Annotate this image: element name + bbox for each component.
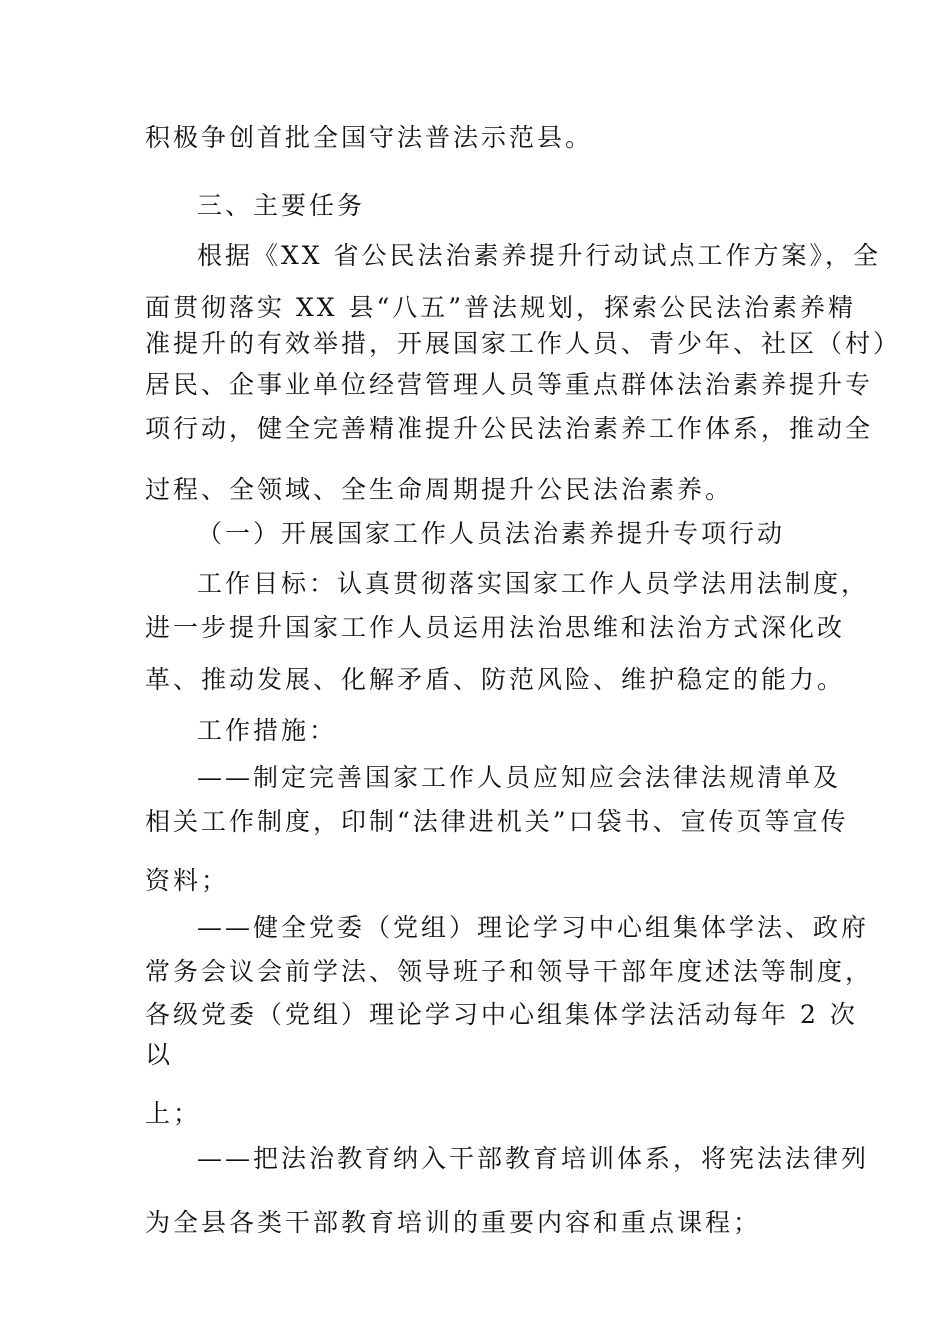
text-line: 工作措施： — [197, 716, 338, 745]
text-line: 革、推动发展、化解矛盾、防范风险、维护稳定的能力。 — [145, 665, 846, 694]
text-line: ——把法治教育纳入干部教育培训体系，将宪法法律列 — [197, 1144, 870, 1173]
text-line: 进一步提升国家工作人员运用法治思维和法治方式深化改 — [145, 613, 846, 642]
text-line: 过程、全领域、全生命周期提升公民法治素养。 — [145, 475, 734, 504]
text-line: 居民、企事业单位经营管理人员等重点群体法治素养提升专 — [145, 370, 874, 399]
text-line: 资料； — [145, 866, 230, 895]
subsection-heading: （一）开展国家工作人员法治素养提升专项行动 — [197, 519, 786, 548]
text-line: ——健全党委（党组）理论学习中心组集体学法、政府 — [197, 913, 870, 942]
text-line: 积极争创首批全国守法普法示范县。 — [145, 123, 594, 152]
text-line: 上； — [145, 1099, 202, 1128]
text-line: 准提升的有效举措，开展国家工作人员、青少年、社区（村） — [145, 329, 902, 358]
text-line: 工作目标：认真贯彻落实国家工作人员学法用法制度， — [197, 569, 870, 598]
text-line: 面贯彻落实 XX 县“八五”普法规划，探索公民法治素养精 — [145, 293, 857, 322]
text-line: 根据《XX 省公民法治素养提升行动试点工作方案》，全 — [197, 241, 882, 270]
text-line: 项行动，健全完善精准提升公民法治素养工作体系，推动全 — [145, 414, 874, 443]
section-heading: 三、主要任务 — [197, 191, 366, 220]
text-line: ——制定完善国家工作人员应知应会法律法规清单及 — [197, 763, 842, 792]
text-line: 各级党委（党组）理论学习中心组集体学法活动每年 2 次 — [145, 1000, 858, 1029]
text-line: 常务会议会前学法、领导班子和领导干部年度述法等制度， — [145, 957, 874, 986]
text-line: 为全县各类干部教育培训的重要内容和重点课程； — [145, 1208, 762, 1237]
text-line: 以 — [145, 1040, 174, 1069]
text-line: 相关工作制度，印制“法律进机关”口袋书、宣传页等宣传 — [145, 807, 849, 836]
